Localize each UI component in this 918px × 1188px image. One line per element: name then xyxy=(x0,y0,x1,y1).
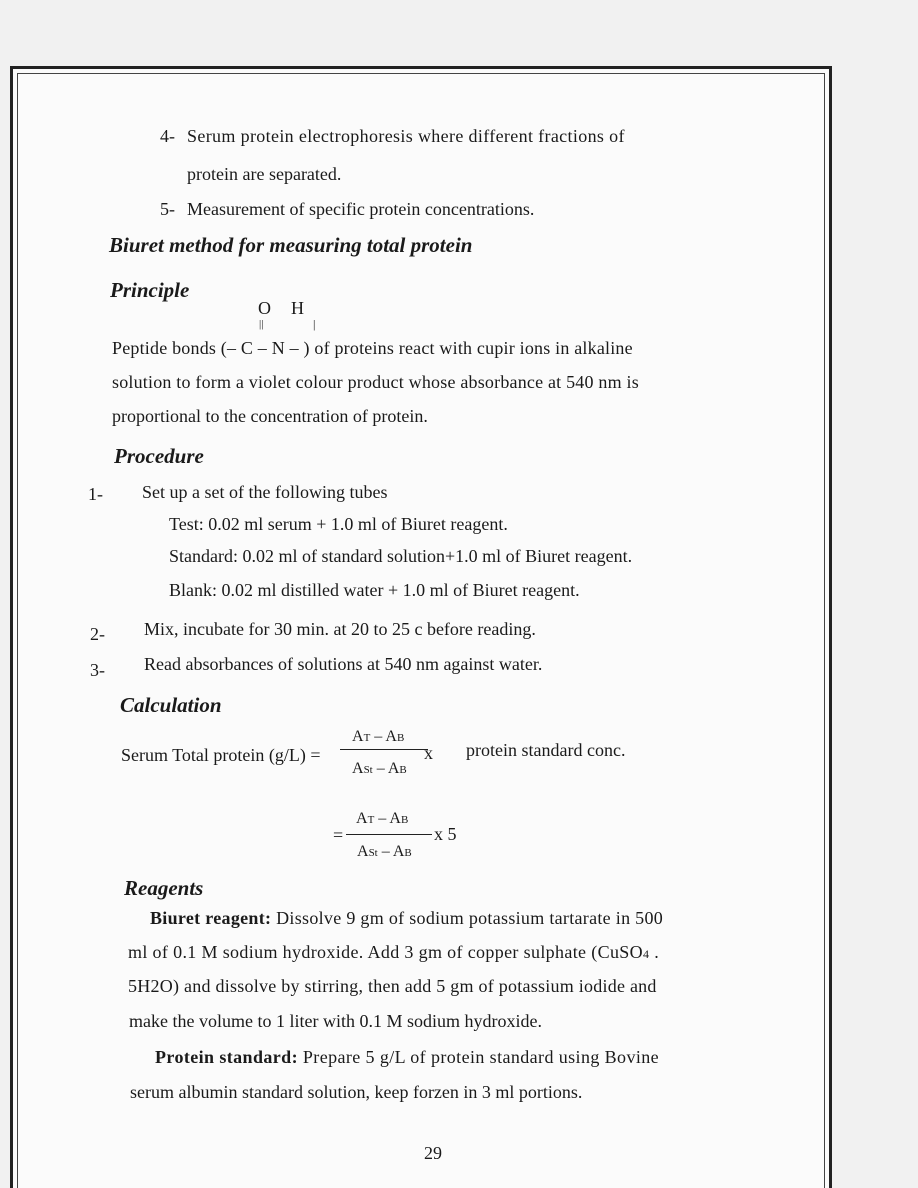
formula-times: x xyxy=(424,743,433,763)
step-number: 1- xyxy=(88,484,103,504)
section-heading-procedure: Procedure xyxy=(114,444,204,468)
step-text: Mix, incubate for 30 min. at 20 to 25 c before reading. xyxy=(144,619,536,639)
list-item-number: 4- xyxy=(160,126,175,146)
tube-blank: Blank: 0.02 ml distilled water + 1.0 ml of Biuret reagent. xyxy=(169,580,580,600)
page-number: 29 xyxy=(424,1143,442,1163)
step-number: 3- xyxy=(90,660,105,680)
formula-denominator: ASt – AB xyxy=(357,843,412,860)
section-heading-principle: Principle xyxy=(110,278,190,302)
reagent-paragraph-line: Biuret reagent: Dissolve 9 gm of sodium potassium tartarate in 500 xyxy=(150,908,664,928)
structure-double-bond: || xyxy=(259,318,264,330)
formula-denominator: ASt – AB xyxy=(352,760,407,777)
reagent-paragraph-line: ml of 0.1 M sodium hydroxide. Add 3 gm of copper sulphate (CuSO4 . xyxy=(128,942,660,962)
step-number: 2- xyxy=(90,624,105,644)
list-item-text: Measurement of specific protein concentrations. xyxy=(187,199,535,219)
section-heading-biuret: Biuret method for measuring total protein xyxy=(109,233,473,257)
principle-text-line: proportional to the concentration of protein. xyxy=(112,406,428,426)
list-item-text: protein are separated. xyxy=(187,164,342,184)
formula-rhs-text: protein standard conc. xyxy=(466,740,626,760)
reagent-paragraph-line: make the volume to 1 liter with 0.1 M sodium hydroxide. xyxy=(129,1011,542,1031)
step-text: Set up a set of the following tubes xyxy=(142,482,388,502)
tube-standard: Standard: 0.02 ml of standard solution+1.0 ml of Biuret reagent. xyxy=(169,546,633,566)
fraction-line xyxy=(340,749,428,750)
formula-numerator: AT – AB xyxy=(352,728,405,745)
principle-text-line: Peptide bonds (– C – N – ) of proteins react with cupir ions in alkaline xyxy=(112,338,633,358)
reagent-paragraph-line: Protein standard: Prepare 5 g/L of protein standard using Bovine xyxy=(155,1047,660,1067)
list-item-text: Serum protein electrophoresis where different fractions of xyxy=(187,126,625,146)
formula-times-five: x 5 xyxy=(434,824,457,844)
formula-lhs: Serum Total protein (g/L) = xyxy=(121,745,321,765)
structure-h: H xyxy=(291,298,304,318)
section-heading-calculation: Calculation xyxy=(120,693,222,717)
reagent-label-biuret: Biuret reagent: xyxy=(150,908,272,928)
reagent-paragraph-line: 5H2O) and dissolve by stirring, then add 5 gm of potassium iodide and xyxy=(128,976,657,996)
reagent-label-protein-standard: Protein standard: xyxy=(155,1047,298,1067)
formula-numerator: AT – AB xyxy=(356,810,409,827)
structure-o: O xyxy=(258,298,271,318)
principle-text-line: solution to form a violet colour product whose absorbance at 540 nm is xyxy=(112,372,639,392)
tube-test: Test: 0.02 ml serum + 1.0 ml of Biuret reagent. xyxy=(169,514,508,534)
reagent-paragraph-line: serum albumin standard solution, keep forzen in 3 ml portions. xyxy=(130,1082,583,1102)
section-heading-reagents: Reagents xyxy=(124,876,204,900)
list-item-number: 5- xyxy=(160,199,175,219)
step-text: Read absorbances of solutions at 540 nm against water. xyxy=(144,654,543,674)
structure-single-bond: | xyxy=(313,317,316,331)
formula-equals: = xyxy=(333,825,344,845)
fraction-line xyxy=(346,834,432,835)
